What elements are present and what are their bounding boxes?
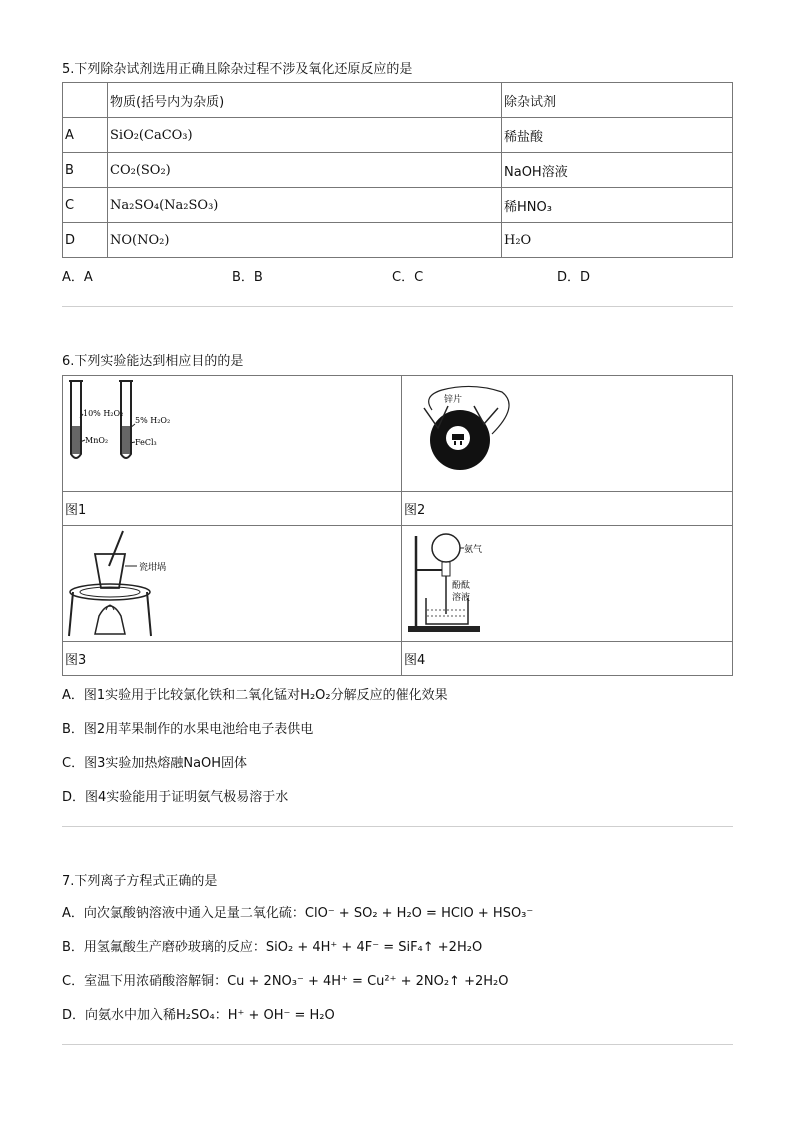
row-substance: Na₂SO₄(Na₂SO₃)	[108, 188, 502, 223]
figure-3	[63, 526, 402, 642]
header-cell-label	[63, 83, 108, 118]
row-substance: NO(NO₂)	[108, 223, 502, 258]
divider	[62, 1044, 733, 1045]
fig4-label-solution: 溶液	[452, 593, 471, 603]
q6-option-a[interactable]: A．图1实验用于比较氯化铁和二氧化锰对H₂O₂分解反应的催化效果	[62, 688, 448, 703]
header-cell-reagent: 除杂试剂	[502, 83, 733, 118]
fig4-label-phenolphthalein: 酚酞	[452, 581, 471, 591]
row-reagent: NaOH溶液	[502, 153, 733, 188]
figure-3-caption: 图3	[63, 642, 402, 676]
table-header-row	[63, 83, 733, 118]
q6-figure-table	[62, 375, 733, 676]
fig1-label-mno2: MnO₂	[85, 436, 109, 445]
q6-option-b[interactable]: B．图2用苹果制作的水果电池给电子表供电	[62, 722, 314, 737]
option-a[interactable]: A．A	[62, 270, 93, 285]
row-reagent: 稀盐酸	[502, 118, 733, 153]
q5-options	[62, 266, 742, 284]
row-label: D	[63, 223, 108, 258]
q7-option-a[interactable]: A．向次氯酸钠溶液中通入足量二氧化硫：ClO⁻ + SO₂ + H₂O = HClO + HSO₃⁻	[62, 906, 534, 921]
table-row	[63, 118, 733, 153]
figure-4	[402, 526, 733, 642]
row-reagent: H₂O	[502, 223, 733, 258]
figure-3-crucible-heating	[63, 526, 401, 641]
divider	[62, 826, 733, 827]
question-7-title: 7.下列离子方程式正确的是	[62, 874, 218, 889]
figure-1-test-tubes	[63, 376, 401, 491]
option-d[interactable]: D．D	[557, 270, 591, 285]
q5-table	[62, 82, 733, 258]
q7-option-c[interactable]: C．室温下用浓硝酸溶解铜：Cu + 2NO₃⁻ + 4H⁺ = Cu²⁺ + 2NO₂↑ +2H₂O	[62, 974, 509, 989]
q6-option-d[interactable]: D．图4实验能用于证明氨气极易溶于水	[62, 790, 289, 805]
row-substance: SiO₂(CaCO₃)	[108, 118, 502, 153]
figure-4-caption: 图4	[402, 642, 733, 676]
figure-2-fruit-battery	[402, 376, 732, 491]
header-cell-substance: 物质(括号内为杂质)	[108, 83, 502, 118]
fig1-label-h2o2-10: 10% H₂O₂	[83, 409, 124, 418]
table-row	[63, 223, 733, 258]
option-c[interactable]: C．C	[392, 270, 424, 285]
option-b[interactable]: B．B	[232, 270, 263, 285]
figure-1-caption: 图1	[63, 492, 402, 526]
figure-1	[63, 376, 402, 492]
divider	[62, 306, 733, 307]
table-row	[63, 188, 733, 223]
row-substance: CO₂(SO₂)	[108, 153, 502, 188]
figure-4-ammonia-fountain	[402, 526, 732, 641]
q7-option-d[interactable]: D．向氨水中加入稀H₂SO₄：H⁺ + OH⁻ = H₂O	[62, 1008, 335, 1023]
fig1-label-h2o2-5: 5% H₂O₂	[135, 416, 171, 425]
question-5-title: 5.下列除杂试剂选用正确且除杂过程不涉及氧化还原反应的是	[62, 62, 413, 77]
question-6-title: 6.下列实验能达到相应目的的是	[62, 354, 244, 369]
row-label: B	[63, 153, 108, 188]
q6-option-c[interactable]: C．图3实验加热熔融NaOH固体	[62, 756, 248, 771]
fig3-label-crucible: 瓷坩埚	[139, 563, 167, 573]
figure-2	[402, 376, 733, 492]
table-row	[63, 153, 733, 188]
row-reagent: 稀HNO₃	[502, 188, 733, 223]
fig4-label-ammonia: 氨气	[464, 545, 483, 555]
figure-2-caption: 图2	[402, 492, 733, 526]
row-label: A	[63, 118, 108, 153]
row-label: C	[63, 188, 108, 223]
fig2-label-zinc: 锌片	[444, 395, 463, 405]
fig1-label-fecl3: FeCl₃	[135, 438, 157, 447]
q7-option-b[interactable]: B．用氢氟酸生产磨砂玻璃的反应：SiO₂ + 4H⁺ + 4F⁻ = SiF₄↑ +2H₂O	[62, 940, 483, 955]
